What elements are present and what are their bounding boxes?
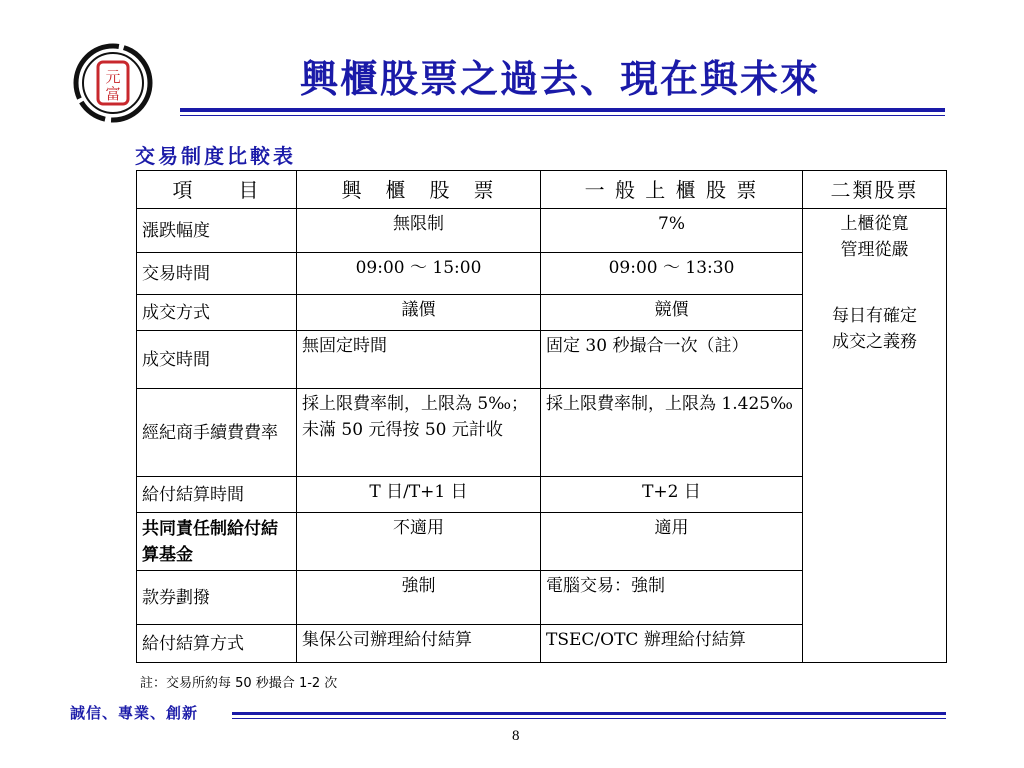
svg-text:富: 富 — [105, 85, 121, 103]
row-label: 給付結算方式 — [137, 625, 297, 663]
table-caption: 交易制度比較表 — [135, 144, 296, 168]
class2-note: 管理從嚴 — [840, 240, 909, 260]
row-label: 款券劃撥 — [137, 571, 297, 625]
table-header-row — [137, 171, 947, 209]
row-label: 給付結算時間 — [137, 477, 297, 513]
row-label: 經紀商手續費費率 — [137, 389, 297, 477]
table-row — [137, 209, 947, 253]
emerging-value: T 日/T+1 日 — [297, 477, 541, 513]
listed-value: 電腦交易：強制 — [541, 571, 803, 625]
row-label: 成交方式 — [137, 295, 297, 331]
footer-slogan: 誠信、專業、創新 — [70, 704, 199, 722]
emerging-value: 09:00 ～ 15:00 — [297, 253, 541, 295]
row-label: 成交時間 — [137, 331, 297, 389]
emerging-value: 集保公司辦理給付結算 — [297, 625, 541, 663]
emerging-value: 無限制 — [297, 209, 541, 253]
emerging-value: 無固定時間 — [297, 331, 541, 389]
header-item: 項 目 — [137, 171, 297, 209]
listed-value: 採上限費率制，上限為 1.425‰ — [541, 389, 803, 477]
header-emerging: 興 櫃 股 票 — [297, 171, 541, 209]
row-label: 漲跌幅度 — [137, 209, 297, 253]
class2-note: 上櫃從寬 — [840, 214, 909, 234]
listed-value: 固定 30 秒撮合一次（註） — [541, 331, 803, 389]
row-label: 交易時間 — [137, 253, 297, 295]
svg-text:元: 元 — [105, 68, 121, 86]
seal-logo-icon — [72, 42, 154, 124]
listed-value: T+2 日 — [541, 477, 803, 513]
class2-column — [803, 209, 947, 663]
footnote: 註：交易所約每 50 秒撮合 1-2 次 — [140, 676, 338, 691]
class2-note: 成交之義務 — [832, 332, 917, 352]
page-number: 8 — [512, 728, 520, 744]
header-class2: 二類股票 — [803, 171, 947, 209]
emerging-value: 不適用 — [297, 513, 541, 571]
emerging-value: 議價 — [297, 295, 541, 331]
row-label: 共同責任制給付結算基金 — [137, 513, 297, 571]
class2-note: 每日有確定 — [832, 306, 917, 326]
emerging-value: 採上限費率制，上限為 5‰；未滿 50 元得按 50 元計收 — [297, 389, 541, 477]
comparison-table — [136, 170, 947, 663]
listed-value: 7% — [541, 209, 803, 253]
listed-value: 適用 — [541, 513, 803, 571]
listed-value: TSEC/OTC 辦理給付結算 — [541, 625, 803, 663]
listed-value: 09:00 ～ 13:30 — [541, 253, 803, 295]
page-title: 興櫃股票之過去、現在與未來 — [299, 57, 820, 101]
emerging-value: 強制 — [297, 571, 541, 625]
listed-value: 競價 — [541, 295, 803, 331]
header-listed: 一 般 上 櫃 股 票 — [541, 171, 803, 209]
